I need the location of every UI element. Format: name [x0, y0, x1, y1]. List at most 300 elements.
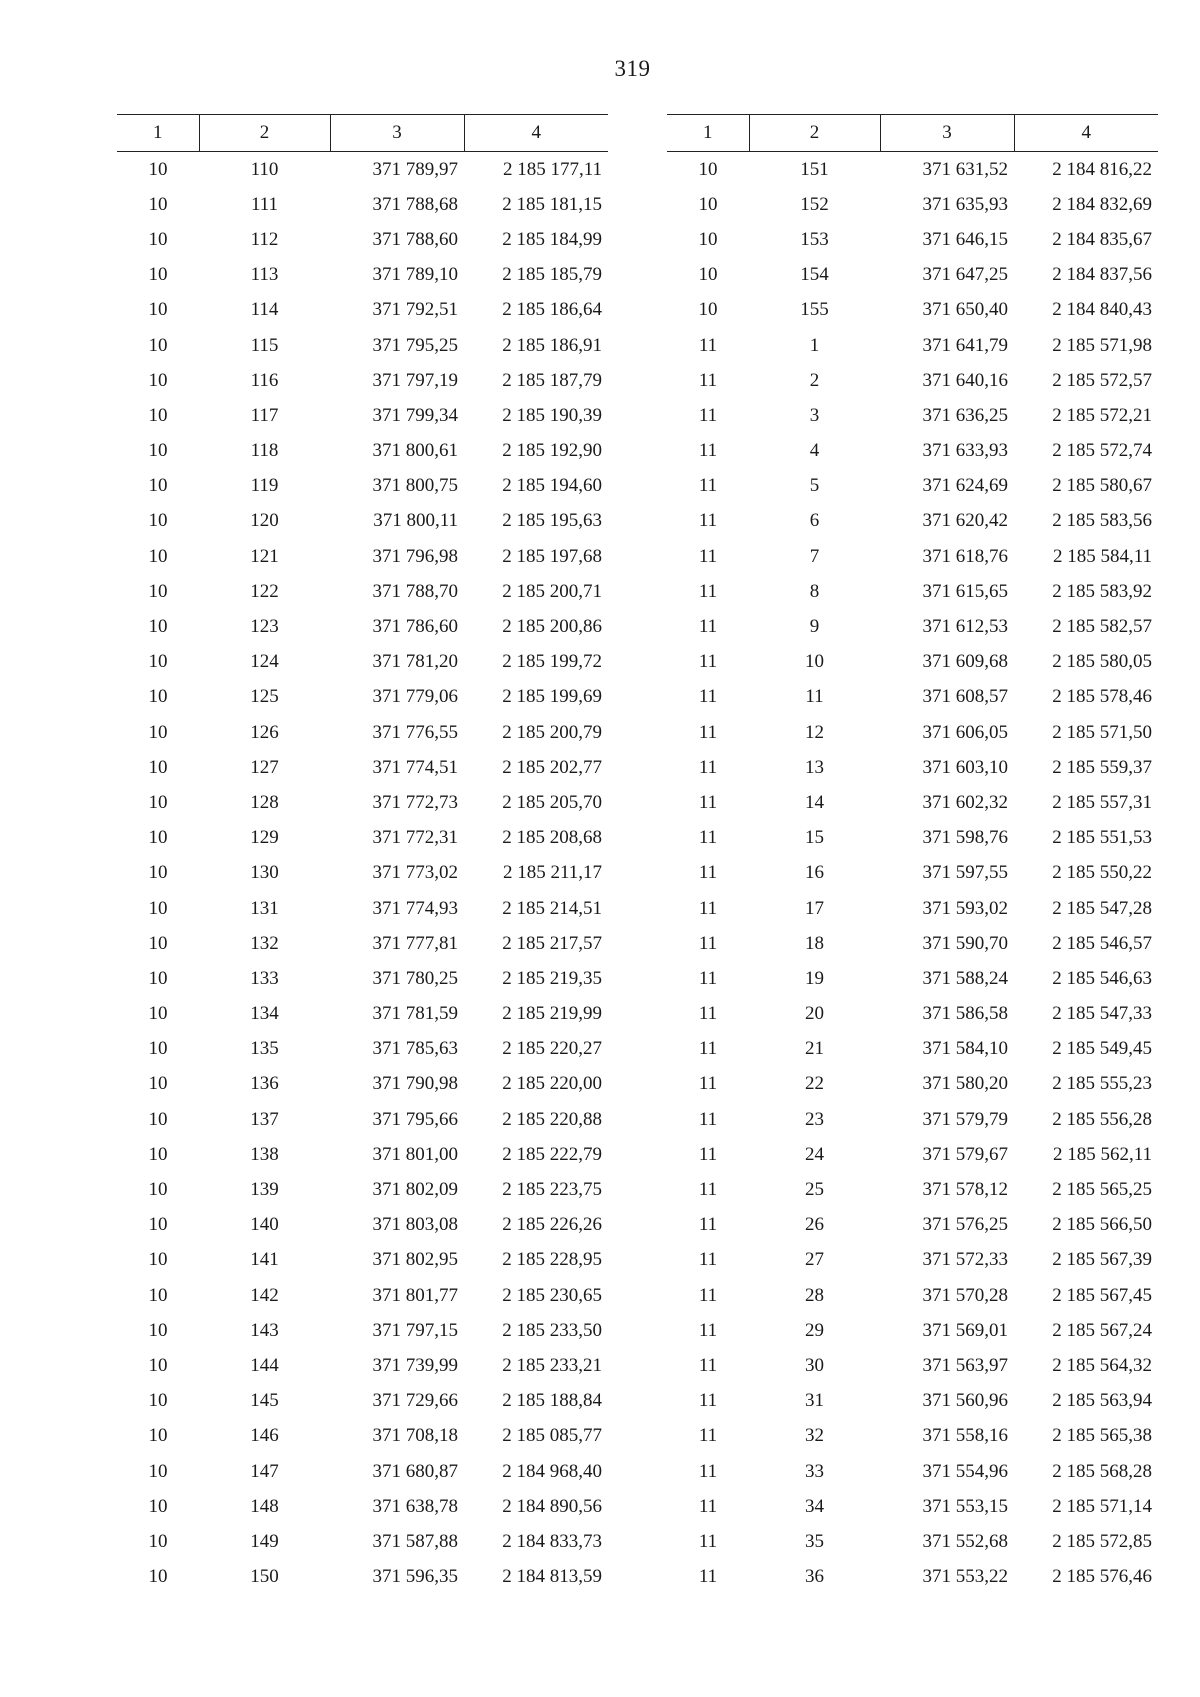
cell-col-3: 371 803,08: [372, 1214, 458, 1236]
table-row: [117, 961, 608, 996]
cell-col-2: 117: [250, 404, 279, 426]
cell-col-2: 18: [805, 932, 824, 954]
table-row: [117, 1489, 608, 1524]
cell-col-3: 371 647,25: [922, 264, 1008, 286]
cell-col-1: 10: [148, 1460, 168, 1482]
cell-col-4: 2 185 547,28: [1052, 897, 1152, 919]
cell-col-2: 26: [805, 1214, 824, 1236]
cell-col-2: 36: [805, 1566, 824, 1588]
cell-col-3: 371 799,34: [372, 404, 458, 426]
cell-col-1: 10: [148, 1214, 168, 1236]
cell-col-3: 371 797,19: [372, 369, 458, 391]
cell-col-2: 8: [809, 580, 820, 602]
table-row: [667, 1172, 1158, 1207]
table-row: [117, 1419, 608, 1454]
cell-col-3: 371 569,01: [922, 1319, 1008, 1341]
cell-col-1: 10: [148, 1038, 168, 1060]
cell-col-4: 2 185 200,71: [502, 580, 602, 602]
cell-col-2: 149: [250, 1530, 279, 1552]
cell-col-4: 2 184 840,43: [1052, 299, 1152, 321]
cell-col-1: 11: [698, 616, 718, 638]
cell-col-1: 11: [698, 1319, 718, 1341]
table-row: [667, 1102, 1158, 1137]
cell-col-3: 371 788,68: [372, 193, 458, 215]
cell-col-4: 2 185 546,63: [1052, 967, 1152, 989]
table-row: [117, 504, 608, 539]
cell-col-3: 371 584,10: [922, 1038, 1008, 1060]
cell-col-2: 113: [250, 264, 279, 286]
cell-col-4: 2 185 547,33: [1052, 1003, 1152, 1025]
table-row: [667, 1489, 1158, 1524]
cell-col-3: 371 563,97: [922, 1354, 1008, 1376]
cell-col-4: 2 185 576,46: [1052, 1566, 1152, 1588]
table-row: [117, 1172, 608, 1207]
cell-col-1: 11: [698, 1003, 718, 1025]
cell-col-3: 371 795,66: [372, 1108, 458, 1130]
cell-col-1: 10: [148, 228, 168, 250]
cell-col-2: 143: [250, 1319, 279, 1341]
cell-col-1: 10: [148, 545, 168, 567]
table-row: [117, 715, 608, 750]
cell-col-4: 2 185 582,57: [1052, 616, 1152, 638]
cell-col-1: 11: [698, 1495, 718, 1517]
table-row: [117, 187, 608, 222]
table-row: [117, 469, 608, 504]
cell-col-4: 2 185 559,37: [1052, 756, 1152, 778]
cell-col-4: 2 185 200,86: [502, 616, 602, 638]
cell-col-1: 11: [698, 1354, 718, 1376]
cell-col-1: 10: [148, 580, 168, 602]
cell-col-2: 5: [809, 475, 820, 497]
cell-col-3: 371 785,63: [372, 1038, 458, 1060]
table-row: [117, 434, 608, 469]
cell-col-2: 124: [250, 651, 279, 673]
cell-col-2: 154: [800, 264, 829, 286]
cell-col-4: 2 185 572,74: [1052, 440, 1152, 462]
table-row: [667, 891, 1158, 926]
cell-col-2: 35: [805, 1530, 824, 1552]
cell-col-2: 115: [250, 334, 279, 356]
cell-col-1: 10: [148, 616, 168, 638]
cell-col-1: 11: [698, 721, 718, 743]
cell-col-4: 2 185 185,79: [502, 264, 602, 286]
cell-col-2: 24: [805, 1143, 824, 1165]
cell-col-2: 20: [805, 1003, 824, 1025]
table-row: [667, 1384, 1158, 1419]
column-header-2: 2: [199, 115, 330, 152]
cell-col-3: 371 587,88: [372, 1530, 458, 1552]
cell-col-3: 371 602,32: [922, 791, 1008, 813]
cell-col-2: 19: [805, 967, 824, 989]
cell-col-3: 371 572,33: [922, 1249, 1008, 1271]
column-header-1: 1: [667, 115, 749, 152]
cell-col-1: 10: [698, 264, 718, 286]
cell-col-3: 371 612,53: [922, 616, 1008, 638]
cell-col-1: 11: [698, 1284, 718, 1306]
cell-col-1: 10: [148, 1284, 168, 1306]
table-row: [667, 504, 1158, 539]
cell-col-1: 10: [148, 369, 168, 391]
cell-col-4: 2 185 578,46: [1052, 686, 1152, 708]
table-row: [667, 328, 1158, 363]
table-row: [117, 574, 608, 609]
cell-col-3: 371 554,96: [922, 1460, 1008, 1482]
table-row: [667, 1032, 1158, 1067]
cell-col-2: 27: [805, 1249, 824, 1271]
cell-col-2: 129: [250, 827, 279, 849]
cell-col-4: 2 185 220,27: [502, 1038, 602, 1060]
cell-col-4: 2 185 563,94: [1052, 1390, 1152, 1412]
cell-col-1: 11: [698, 1214, 718, 1236]
cell-col-2: 111: [250, 193, 279, 215]
cell-col-1: 10: [698, 158, 718, 180]
table-row: [117, 609, 608, 644]
cell-col-3: 371 779,06: [372, 686, 458, 708]
cell-col-3: 371 560,96: [922, 1390, 1008, 1412]
cell-col-1: 11: [698, 1179, 718, 1201]
cell-col-2: 141: [250, 1249, 279, 1271]
cell-col-3: 371 708,18: [372, 1425, 458, 1447]
cell-col-3: 371 624,69: [922, 475, 1008, 497]
cell-col-3: 371 801,00: [372, 1143, 458, 1165]
cell-col-1: 11: [698, 510, 718, 532]
cell-col-1: 10: [148, 862, 168, 884]
cell-col-3: 371 558,16: [922, 1425, 1008, 1447]
cell-col-4: 2 185 567,24: [1052, 1319, 1152, 1341]
cell-col-2: 121: [250, 545, 279, 567]
cell-col-2: 17: [805, 897, 824, 919]
cell-col-1: 11: [698, 545, 718, 567]
cell-col-4: 2 185 184,99: [502, 228, 602, 250]
cell-col-3: 371 596,35: [372, 1566, 458, 1588]
cell-col-4: 2 185 233,50: [502, 1319, 602, 1341]
table-row: [667, 1348, 1158, 1383]
cell-col-2: 130: [250, 862, 279, 884]
cell-col-2: 7: [809, 545, 820, 567]
cell-col-4: 2 185 190,39: [502, 404, 602, 426]
table-row: [117, 891, 608, 926]
cell-col-4: 2 185 192,90: [502, 440, 602, 462]
cell-col-4: 2 185 228,95: [502, 1249, 602, 1271]
cell-col-3: 371 788,70: [372, 580, 458, 602]
cell-col-4: 2 185 564,32: [1052, 1354, 1152, 1376]
cell-col-4: 2 185 571,14: [1052, 1495, 1152, 1517]
cell-col-2: 22: [805, 1073, 824, 1095]
cell-col-4: 2 185 222,79: [502, 1143, 602, 1165]
table-row: [667, 1137, 1158, 1172]
table-row: [667, 645, 1158, 680]
cell-col-3: 371 772,73: [372, 791, 458, 813]
cell-col-4: 2 185 219,99: [502, 1003, 602, 1025]
cell-col-3: 371 641,79: [922, 334, 1008, 356]
column-header-4: 4: [1014, 115, 1158, 152]
cell-col-1: 10: [148, 791, 168, 813]
cell-col-3: 371 788,60: [372, 228, 458, 250]
cell-col-1: 10: [148, 1530, 168, 1552]
cell-col-3: 371 773,02: [372, 862, 458, 884]
cell-col-4: 2 185 555,23: [1052, 1073, 1152, 1095]
cell-col-2: 29: [805, 1319, 824, 1341]
cell-col-1: 10: [148, 1143, 168, 1165]
cell-col-3: 371 789,10: [372, 264, 458, 286]
table-row: [117, 152, 608, 188]
table-row: [117, 821, 608, 856]
cell-col-3: 371 786,60: [372, 616, 458, 638]
cell-col-3: 371 780,25: [372, 967, 458, 989]
cell-col-3: 371 553,22: [922, 1566, 1008, 1588]
cell-col-4: 2 185 199,69: [502, 686, 602, 708]
table-row: [117, 1278, 608, 1313]
table-row: [117, 645, 608, 680]
cell-col-4: 2 185 562,11: [1052, 1143, 1152, 1165]
cell-col-1: 10: [698, 193, 718, 215]
cell-col-2: 119: [250, 475, 279, 497]
cell-col-4: 2 185 550,22: [1052, 862, 1152, 884]
table-row: [117, 997, 608, 1032]
cell-col-4: 2 185 177,11: [502, 158, 602, 180]
cell-col-3: 371 650,40: [922, 299, 1008, 321]
cell-col-2: 110: [250, 158, 279, 180]
cell-col-2: 132: [250, 932, 279, 954]
cell-col-1: 10: [148, 897, 168, 919]
cell-col-3: 371 608,57: [922, 686, 1008, 708]
cell-col-2: 12: [805, 721, 824, 743]
cell-col-3: 371 795,25: [372, 334, 458, 356]
cell-col-1: 10: [148, 1249, 168, 1271]
cell-col-4: 2 185 546,57: [1052, 932, 1152, 954]
cell-col-1: 10: [148, 1425, 168, 1447]
cell-col-1: 10: [148, 1354, 168, 1376]
cell-col-1: 11: [698, 1566, 718, 1588]
table-row: [117, 293, 608, 328]
cell-col-3: 371 797,15: [372, 1319, 458, 1341]
cell-col-4: 2 185 220,00: [502, 1073, 602, 1095]
cell-col-3: 371 593,02: [922, 897, 1008, 919]
table-row: [667, 1208, 1158, 1243]
cell-col-2: 137: [250, 1108, 279, 1130]
cell-col-3: 371 579,67: [922, 1143, 1008, 1165]
cell-col-4: 2 185 186,91: [502, 334, 602, 356]
cell-col-1: 11: [698, 1249, 718, 1271]
cell-col-4: 2 185 572,21: [1052, 404, 1152, 426]
cell-col-2: 140: [250, 1214, 279, 1236]
table-row: [667, 856, 1158, 891]
column-header-4: 4: [464, 115, 608, 152]
cell-col-2: 153: [800, 228, 829, 250]
cell-col-3: 371 598,76: [922, 827, 1008, 849]
cell-col-1: 11: [698, 404, 718, 426]
cell-col-1: 10: [148, 510, 168, 532]
cell-col-3: 371 781,20: [372, 651, 458, 673]
cell-col-3: 371 618,76: [922, 545, 1008, 567]
cell-col-1: 11: [698, 651, 718, 673]
cell-col-3: 371 646,15: [922, 228, 1008, 250]
cell-col-4: 2 184 890,56: [502, 1495, 602, 1517]
table-row: [667, 187, 1158, 222]
cell-col-2: 10: [805, 651, 824, 673]
cell-col-1: 11: [698, 1460, 718, 1482]
cell-col-4: 2 185 571,98: [1052, 334, 1152, 356]
cell-col-2: 138: [250, 1143, 279, 1165]
table-body-left: [117, 152, 608, 1595]
cell-col-2: 30: [805, 1354, 824, 1376]
column-header-3: 3: [880, 115, 1014, 152]
table-row: [667, 469, 1158, 504]
table-row: [667, 398, 1158, 433]
table-row: [117, 363, 608, 398]
table-row: [117, 926, 608, 961]
cell-col-2: 125: [250, 686, 279, 708]
cell-col-2: 139: [250, 1179, 279, 1201]
cell-col-3: 371 580,20: [922, 1073, 1008, 1095]
cell-col-1: 10: [148, 1390, 168, 1412]
cell-col-2: 131: [250, 897, 279, 919]
cell-col-4: 2 185 211,17: [502, 862, 602, 884]
cell-col-2: 1: [809, 334, 820, 356]
cell-col-2: 11: [805, 686, 824, 708]
cell-col-4: 2 185 583,92: [1052, 580, 1152, 602]
cell-col-2: 31: [805, 1390, 824, 1412]
cell-col-4: 2 185 219,35: [502, 967, 602, 989]
cell-col-3: 371 802,09: [372, 1179, 458, 1201]
table-row: [667, 363, 1158, 398]
cell-col-3: 371 586,58: [922, 1003, 1008, 1025]
cell-col-4: 2 185 195,63: [502, 510, 602, 532]
cell-col-3: 371 640,16: [922, 369, 1008, 391]
cell-col-2: 155: [800, 299, 829, 321]
cell-col-1: 11: [698, 791, 718, 813]
cell-col-3: 371 553,15: [922, 1495, 1008, 1517]
table-row: [667, 1419, 1158, 1454]
table-row: [117, 1560, 608, 1595]
cell-col-4: 2 184 816,22: [1052, 158, 1152, 180]
cell-col-3: 371 590,70: [922, 932, 1008, 954]
column-header-3: 3: [330, 115, 464, 152]
table-row: [117, 1384, 608, 1419]
coordinates-table-right: [667, 114, 1158, 1595]
cell-col-4: 2 185 200,79: [502, 721, 602, 743]
cell-col-1: 11: [698, 369, 718, 391]
table-row: [667, 821, 1158, 856]
cell-col-4: 2 185 572,57: [1052, 369, 1152, 391]
table-row: [667, 961, 1158, 996]
cell-col-3: 371 680,87: [372, 1460, 458, 1482]
cell-col-2: 16: [805, 862, 824, 884]
cell-col-4: 2 185 223,75: [502, 1179, 602, 1201]
cell-col-4: 2 185 181,15: [502, 193, 602, 215]
table-row: [667, 1313, 1158, 1348]
cell-col-4: 2 185 202,77: [502, 756, 602, 778]
cell-col-2: 123: [250, 616, 279, 638]
cell-col-2: 23: [805, 1108, 824, 1130]
cell-col-2: 28: [805, 1284, 824, 1306]
cell-col-4: 2 185 197,68: [502, 545, 602, 567]
cell-col-4: 2 185 220,88: [502, 1108, 602, 1130]
table-row: [117, 680, 608, 715]
cell-col-3: 371 636,25: [922, 404, 1008, 426]
cell-col-2: 3: [809, 404, 820, 426]
cell-col-3: 371 570,28: [922, 1284, 1008, 1306]
cell-col-2: 150: [250, 1566, 279, 1588]
cell-col-2: 147: [250, 1460, 279, 1482]
cell-col-4: 2 185 199,72: [502, 651, 602, 673]
cell-col-2: 152: [800, 193, 829, 215]
table-row: [667, 1278, 1158, 1313]
table-row: [667, 539, 1158, 574]
cell-col-4: 2 184 833,73: [502, 1530, 602, 1552]
cell-col-1: 11: [698, 1530, 718, 1552]
cell-col-2: 9: [809, 616, 820, 638]
table-row: [667, 574, 1158, 609]
cell-col-3: 371 606,05: [922, 721, 1008, 743]
cell-col-1: 10: [148, 158, 168, 180]
cell-col-3: 371 802,95: [372, 1249, 458, 1271]
cell-col-3: 371 789,97: [372, 158, 458, 180]
coordinates-table-left: [117, 114, 608, 1595]
cell-col-2: 33: [805, 1460, 824, 1482]
cell-col-2: 116: [250, 369, 279, 391]
cell-col-3: 371 790,98: [372, 1073, 458, 1095]
cell-col-4: 2 185 566,50: [1052, 1214, 1152, 1236]
cell-col-4: 2 185 565,25: [1052, 1179, 1152, 1201]
cell-col-4: 2 185 583,56: [1052, 510, 1152, 532]
table-body-right: [667, 152, 1158, 1595]
cell-col-1: 10: [698, 228, 718, 250]
cell-col-1: 11: [698, 967, 718, 989]
cell-col-4: 2 185 233,21: [502, 1354, 602, 1376]
cell-col-3: 371 597,55: [922, 862, 1008, 884]
table-row: [667, 926, 1158, 961]
table-row: [117, 1032, 608, 1067]
page-number: 319: [614, 56, 651, 81]
table-row: [667, 293, 1158, 328]
cell-col-3: 371 781,59: [372, 1003, 458, 1025]
cell-col-4: 2 184 968,40: [502, 1460, 602, 1482]
cell-col-2: 146: [250, 1425, 279, 1447]
cell-col-3: 371 578,12: [922, 1179, 1008, 1201]
cell-col-3: 371 615,65: [922, 580, 1008, 602]
cell-col-4: 2 185 214,51: [502, 897, 602, 919]
cell-col-4: 2 185 571,50: [1052, 721, 1152, 743]
table-row: [667, 222, 1158, 257]
cell-col-2: 21: [805, 1038, 824, 1060]
cell-col-4: 2 184 835,67: [1052, 228, 1152, 250]
cell-col-1: 11: [698, 827, 718, 849]
cell-col-2: 4: [809, 440, 820, 462]
cell-col-1: 11: [698, 1390, 718, 1412]
cell-col-1: 10: [148, 651, 168, 673]
cell-col-4: 2 185 556,28: [1052, 1108, 1152, 1130]
table-row: [667, 785, 1158, 820]
cell-col-4: 2 185 085,77: [502, 1425, 602, 1447]
cell-col-1: 10: [148, 193, 168, 215]
cell-col-4: 2 185 572,85: [1052, 1530, 1152, 1552]
cell-col-1: 10: [148, 264, 168, 286]
cell-col-1: 11: [698, 756, 718, 778]
cell-col-1: 10: [698, 299, 718, 321]
cell-col-1: 10: [148, 721, 168, 743]
cell-col-1: 10: [148, 299, 168, 321]
table-row: [117, 398, 608, 433]
table-row: [667, 1524, 1158, 1559]
cell-col-3: 371 739,99: [372, 1354, 458, 1376]
cell-col-3: 371 772,31: [372, 827, 458, 849]
cell-col-4: 2 185 230,65: [502, 1284, 602, 1306]
cell-col-3: 371 552,68: [922, 1530, 1008, 1552]
cell-col-2: 126: [250, 721, 279, 743]
table-row: [117, 750, 608, 785]
cell-col-1: 10: [148, 1003, 168, 1025]
